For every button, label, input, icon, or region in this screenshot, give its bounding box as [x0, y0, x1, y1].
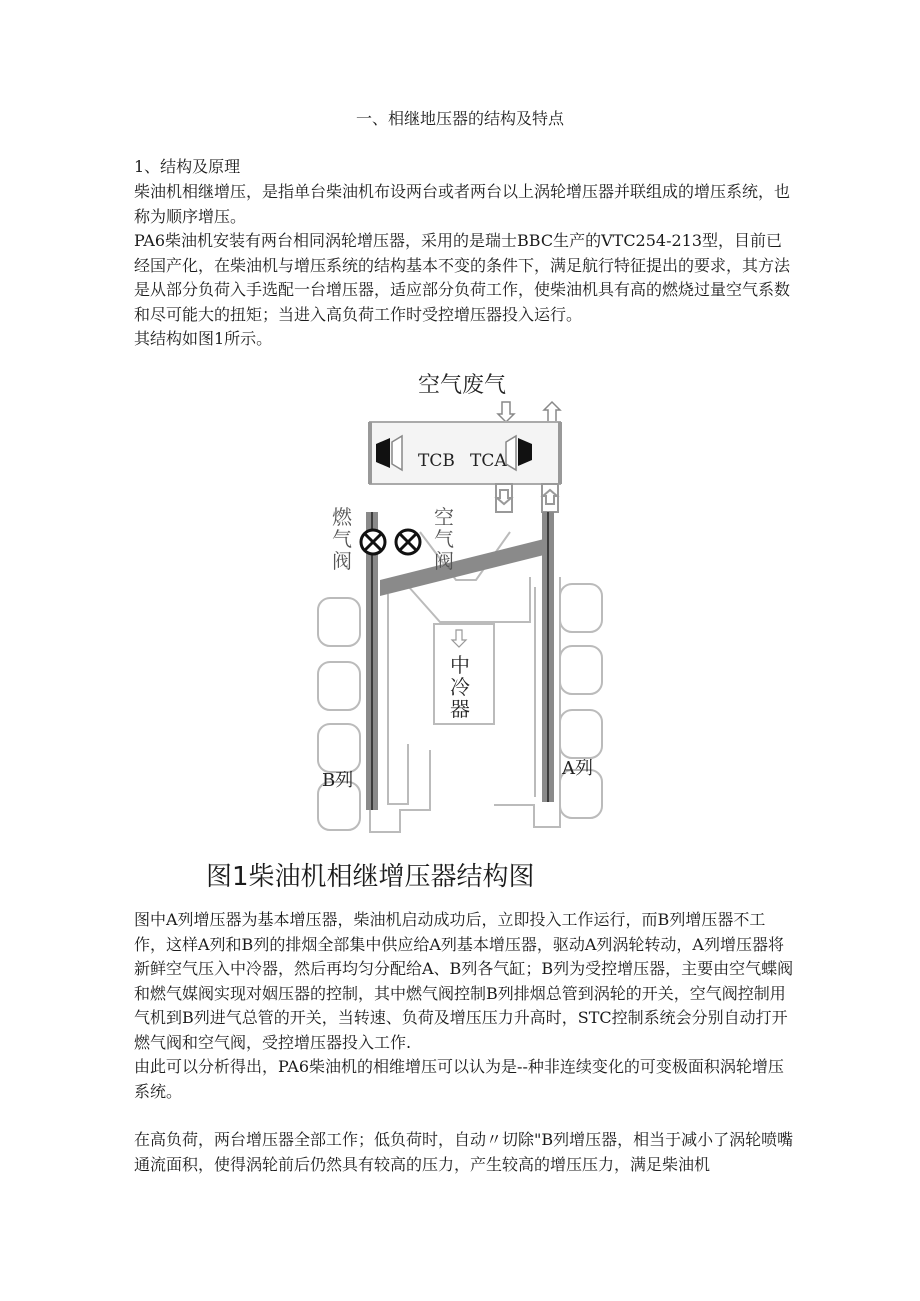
- exhaust-out-arrow: [544, 402, 560, 422]
- tca-label: TCA: [470, 451, 507, 471]
- gas-valve-char-1: 燃: [332, 505, 352, 529]
- air-valve-icon: [396, 530, 420, 554]
- turbocharger-structure-diagram: [300, 362, 620, 842]
- paragraph-high-load: 在高负荷，两台增压器全部工作；低负荷时，自动〃切除"B列增压器，相当于减小了涡轮喷嘴通流面积，使得涡轮前后仍然具有较高的压力，产生较高的增压压力，满足柴油机: [134, 1130, 794, 1174]
- paragraph-intro: 柴油机相继增压，是指单台柴油机布设两台或者两台以上涡轮增压器并联组成的增压系统，也称为顺序增压。: [134, 182, 791, 226]
- page-title: 一、相继地压器的结构及特点: [355, 109, 564, 128]
- figure-caption: 图1柴油机相继增压器结构图: [206, 862, 535, 892]
- row-a-label: A列: [562, 758, 593, 779]
- air-valve-char-3: 阀: [434, 549, 454, 573]
- turbocharger-housing: [370, 422, 560, 484]
- paragraph-figure-ref: 其结构如图1所示。: [134, 329, 273, 348]
- paragraph-pa6: PA6柴油机安装有两台相同涡轮增压器，采用的是瑞士BBC生产的VTC254-213型，目前已经国产化，在柴油机与增压系统的结构基本不变的条件下，满足航行特征提出的要求，其方法是从部分负荷入手选配一台增压器，适应部分负荷工作，使柴油机具有高的燃烧过量空气系数和尽可能大的扭矩；当进入高负荷工作时受控增压器投入运行。: [134, 231, 791, 324]
- cooler-char-1: 中: [450, 653, 470, 677]
- turbo-pipes: [496, 484, 558, 512]
- paragraph-analysis: 由此可以分析得出，PA6柴油机的相维增压可以认为是--种非连续变化的可变极面积涡轮增压系统。: [134, 1057, 784, 1101]
- row-b-label: B列: [322, 770, 354, 791]
- gas-valve-char-3: 阀: [332, 549, 352, 573]
- cooler-char-3: 器: [450, 697, 470, 721]
- cooler-char-2: 冷: [450, 675, 470, 699]
- air-valve-char-1: 空: [434, 505, 454, 529]
- tcb-label: TCB: [418, 451, 455, 471]
- gas-valve-char-2: 气: [332, 527, 352, 551]
- paragraph-description: 图中A列增压器为基本增压器，柴油机启动成功后，立即投入工作运行，而B列增压器不工作，这样A列和B列的排烟全部集中供应给A列基本增压器，驱动A列涡轮转动，A列增压器将新鲜空气压入中冷器，然后再均匀分配给A、B列各气缸；B列为受控增压器，主要由空气蝶阀和燃气媒阀实现对姻压器的控制，其中燃气阀控制B列排烟总管到涡轮的开关，空气阀控制用气机到B列进气总管的开关，当转速、负荷及增压压力升高时，STC控制系统会分别自动打开燃气阀和空气阀，受控增压器投入工作.: [134, 910, 794, 1052]
- air-in-arrow: [498, 402, 514, 422]
- top-arrows: [498, 402, 560, 422]
- air-exhaust-label: 空气废气: [417, 373, 507, 398]
- gas-valve-icon: [361, 530, 385, 554]
- cylinders-b-row: [318, 598, 360, 830]
- cylinders-a-row: [560, 584, 602, 818]
- air-valve-char-2: 气: [434, 527, 454, 551]
- section-heading: 1、结构及原理: [134, 157, 241, 176]
